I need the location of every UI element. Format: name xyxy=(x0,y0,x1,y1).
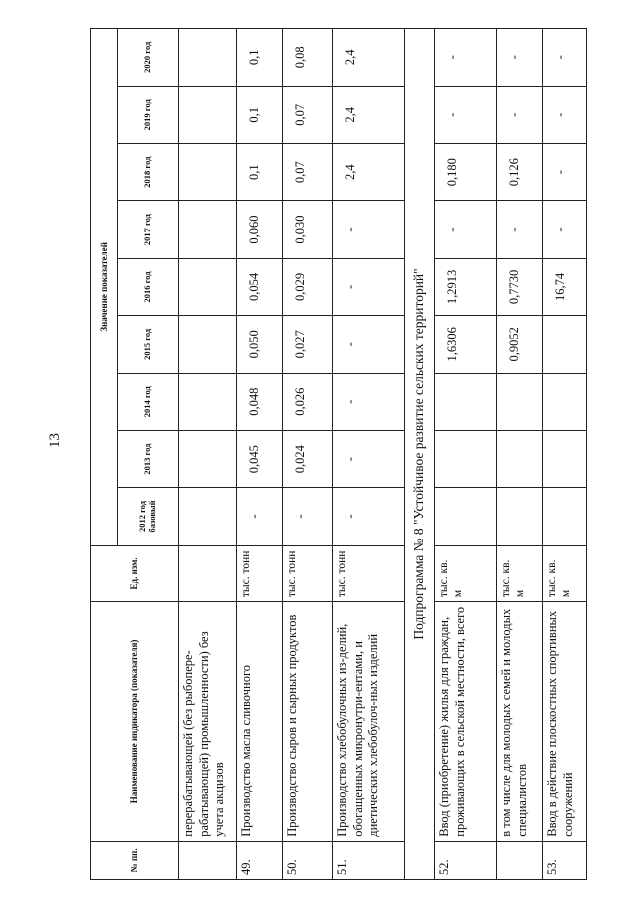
value-cell: - xyxy=(542,201,586,258)
row-number: 53. xyxy=(542,841,586,879)
value-cell: 0,1 xyxy=(237,86,283,143)
value-cell xyxy=(496,430,542,487)
unit-cell: тыс. кв. м xyxy=(496,545,542,601)
value-cell: 0,027 xyxy=(283,316,333,373)
value-cell: 2,4 xyxy=(333,143,405,200)
value-cell: - xyxy=(496,29,542,87)
value-cell: 0,060 xyxy=(237,201,283,258)
value-cell xyxy=(542,316,586,373)
value-cell: 0,029 xyxy=(283,258,333,315)
table-row xyxy=(333,29,405,880)
header-row xyxy=(91,29,118,880)
value-cell xyxy=(179,373,237,430)
row-number xyxy=(496,841,542,879)
value-cell xyxy=(179,316,237,373)
table-row xyxy=(237,29,283,880)
table-row xyxy=(179,29,237,880)
header-year: 2013 год xyxy=(118,430,179,487)
row-number: 49. xyxy=(237,841,283,879)
row-number: 50. xyxy=(283,841,333,879)
value-cell xyxy=(179,488,237,545)
value-cell: - xyxy=(434,201,496,258)
value-cell: 0,07 xyxy=(283,86,333,143)
table-row xyxy=(542,29,586,880)
value-cell xyxy=(179,143,237,200)
value-cell xyxy=(542,430,586,487)
indicator-name: Ввод (приобретение) жилья для граждан, проживающих в сельской местности, всего xyxy=(434,602,496,842)
row-number xyxy=(179,841,237,879)
table-row xyxy=(283,29,333,880)
value-cell: 0,08 xyxy=(283,29,333,87)
header-year: 2016 год xyxy=(118,258,179,315)
header-year: 2018 год xyxy=(118,143,179,200)
indicators-table xyxy=(90,28,587,880)
value-cell: 0,048 xyxy=(237,373,283,430)
value-cell xyxy=(179,258,237,315)
value-cell: 2,4 xyxy=(333,86,405,143)
value-cell: 0,030 xyxy=(283,201,333,258)
header-year: 2014 год xyxy=(118,373,179,430)
subprogram-title: Подпрограмма № 8 "Устойчивое развитие сельских территорий" xyxy=(405,29,435,880)
header-values-group: Значение показателей xyxy=(91,29,118,546)
header-unit: Ед. изм. xyxy=(91,545,179,601)
table-row xyxy=(434,29,496,880)
value-cell: - xyxy=(283,488,333,545)
table-row xyxy=(496,29,542,880)
header-year: 2017 год xyxy=(118,201,179,258)
unit-cell: тыс. кв. м xyxy=(434,545,496,601)
indicator-name: перерабатывающей (без рыбопере-рабатывающей) промышленности) без учета акцизов xyxy=(179,602,237,842)
value-cell: - xyxy=(542,86,586,143)
value-cell: - xyxy=(333,316,405,373)
value-cell: - xyxy=(333,258,405,315)
value-cell: - xyxy=(333,201,405,258)
value-cell: 0,7730 xyxy=(496,258,542,315)
value-cell: 0,1 xyxy=(237,29,283,87)
value-cell xyxy=(179,201,237,258)
header-year: 2019 год xyxy=(118,86,179,143)
value-cell xyxy=(434,488,496,545)
unit-cell: тыс. тонн xyxy=(333,545,405,601)
unit-cell xyxy=(179,545,237,601)
rotated-table-container xyxy=(90,28,575,880)
value-cell xyxy=(434,373,496,430)
header-year: 2020 год xyxy=(118,29,179,87)
page-number: 13 xyxy=(47,433,63,448)
value-cell: 16,74 xyxy=(542,258,586,315)
value-cell: - xyxy=(496,86,542,143)
value-cell: 0,07 xyxy=(283,143,333,200)
indicator-name: Производство масла сливочного xyxy=(237,602,283,842)
unit-cell: тыс. тонн xyxy=(237,545,283,601)
value-cell xyxy=(542,373,586,430)
value-cell xyxy=(179,430,237,487)
value-cell: - xyxy=(542,29,586,87)
header-num: № пп. xyxy=(91,841,179,879)
value-cell: 0,1 xyxy=(237,143,283,200)
indicator-name: в том числе для молодых семей и молодых специалистов xyxy=(496,602,542,842)
value-cell: 2,4 xyxy=(333,29,405,87)
value-cell: - xyxy=(496,201,542,258)
row-number: 52. xyxy=(434,841,496,879)
value-cell xyxy=(496,373,542,430)
header-year: 2015 год xyxy=(118,316,179,373)
value-cell xyxy=(179,29,237,87)
value-cell xyxy=(179,86,237,143)
row-number: 51. xyxy=(333,841,405,879)
unit-cell: тыс. кв. м xyxy=(542,545,586,601)
header-name: Наименование индикатора (показателя) xyxy=(91,602,179,842)
indicator-name: Производство хлебобулочных из-делий, обогащенных микронутри-ентами, и диетических хлебобулоч-ных изделий xyxy=(333,602,405,842)
value-cell: - xyxy=(333,430,405,487)
unit-cell: тыс. тонн xyxy=(283,545,333,601)
value-cell: 0,126 xyxy=(496,143,542,200)
value-cell: 0,045 xyxy=(237,430,283,487)
value-cell: - xyxy=(542,143,586,200)
value-cell: 1,6306 xyxy=(434,316,496,373)
value-cell: 0,054 xyxy=(237,258,283,315)
value-cell xyxy=(542,488,586,545)
value-cell xyxy=(434,430,496,487)
header-year: 2012 год базовый xyxy=(118,488,179,545)
value-cell: 0,180 xyxy=(434,143,496,200)
value-cell: 0,050 xyxy=(237,316,283,373)
value-cell: 1,2913 xyxy=(434,258,496,315)
indicator-name: Ввод в действие плоскостных спортивных сооружений xyxy=(542,602,586,842)
value-cell xyxy=(496,488,542,545)
subprogram-row xyxy=(405,29,435,880)
value-cell: 0,024 xyxy=(283,430,333,487)
value-cell: - xyxy=(434,29,496,87)
value-cell: 0,9052 xyxy=(496,316,542,373)
value-cell: - xyxy=(333,373,405,430)
value-cell: - xyxy=(237,488,283,545)
value-cell: - xyxy=(333,488,405,545)
value-cell: 0,026 xyxy=(283,373,333,430)
value-cell: - xyxy=(434,86,496,143)
indicator-name: Производство сыров и сырных продуктов xyxy=(283,602,333,842)
